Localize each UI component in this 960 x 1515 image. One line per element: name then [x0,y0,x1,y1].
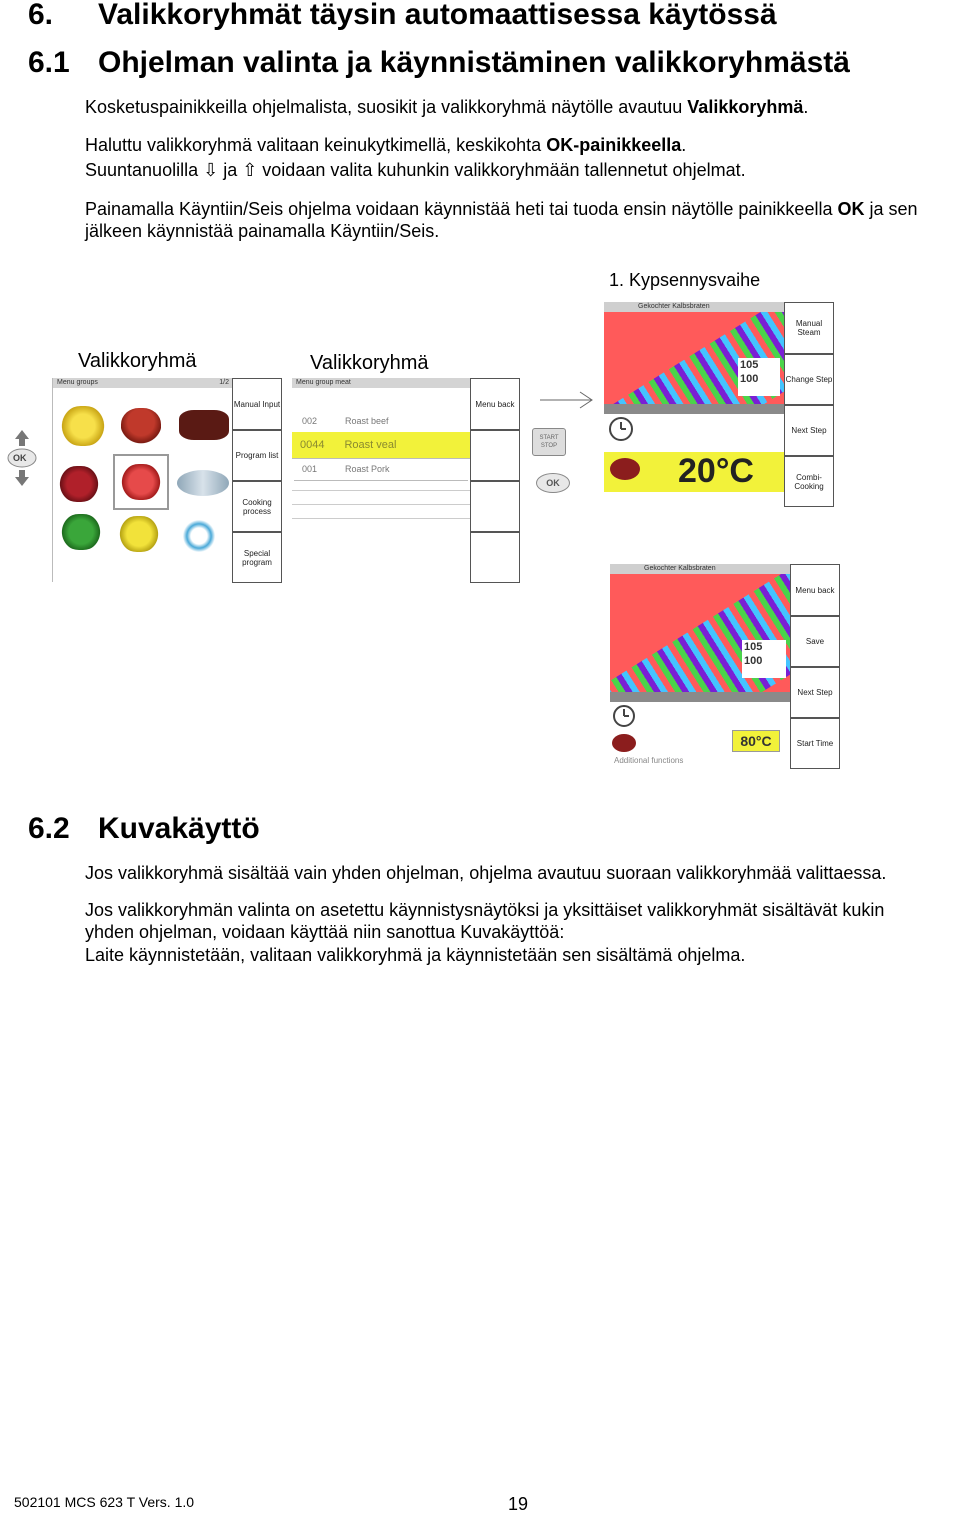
section-title: 6. Valikkoryhmät täysin automaattisessa käytössä [28,0,777,31]
paragraph-4: Painamalla Käyntiin/Seis ohjelma voidaan käynnistää heti tai tuoda ensin näytölle painikkeella OK ja sen jälkeen käynnistää painamalla Käyntiin/Seis. [85,199,918,241]
plate-icon[interactable] [179,518,219,554]
start-time-button[interactable]: Start Time [790,718,840,769]
menu-back-button[interactable]: Menu back [470,378,520,430]
screen4-titlebar: Gekochter Kalbsbraten [610,564,790,574]
screen3-titlebar: Gekochter Kalbsbraten [604,302,784,312]
pasta-icon[interactable] [61,406,105,446]
screen-cooking-step-1 [604,302,784,506]
manual-steam-button[interactable]: Manual Steam [784,302,834,354]
selected-group-frame[interactable] [113,454,169,510]
clock-icon [608,416,634,447]
arrow-right-icon [540,390,596,410]
subsection-title-6-1: 6.1 Ohjelman valinta ja käynnistäminen valikkoryhmästä [28,46,850,79]
empty-softkey[interactable] [470,481,520,532]
footer-doc-info: 502101 MCS 623 T Vers. 1.0 [14,1494,195,1510]
next-step-button[interactable]: Next Step [784,405,834,456]
values-readout: 105 100 [742,640,786,678]
program-row[interactable]: 001 Roast Pork [294,458,468,481]
empty-softkey[interactable] [470,532,520,583]
paragraph-6-2-2-line2: yhden ohjelman, voidaan käyttää niin sanottua Kuvakäyttöä: [85,922,565,942]
special-program-button[interactable]: Special program [232,532,282,583]
steak-icon [121,464,161,500]
screen2-titlebar: Menu group meat [292,378,470,388]
ok-label-rocker: OK [13,453,27,463]
clock-icon [612,704,636,733]
combi-cooking-button[interactable]: Combi-Cooking [784,456,834,507]
ok-button[interactable]: OK [536,473,570,493]
additional-functions-label: Additional functions [614,756,684,765]
page-number: 19 [508,1494,529,1514]
cake-icon[interactable] [121,408,161,444]
paragraph-6-2-2-line3: Laite käynnistetään, valitaan valikkoryhmä ja käynnistetään sen sisältämä ohjelma. [85,945,746,965]
change-step-button[interactable]: Change Step [784,354,834,405]
values-readout: 105 100 [738,358,780,396]
program-row-selected[interactable]: 0044 Roast veal [292,432,470,459]
save-button[interactable]: Save [790,616,840,667]
cooking-process-button[interactable]: Cooking process [232,481,282,532]
menu-back-button[interactable]: Menu back [790,564,840,616]
arrow-down-icon: ⇩ [203,160,219,180]
paragraph-2: Haluttu valikkoryhmä valitaan keinukytkimellä, keskikohta OK-painikkeella. [85,135,687,155]
arrow-up-icon: ⇧ [242,160,258,180]
paragraph-6-2-1: Jos valikkoryhmä sisältää vain yhden ohjelman, ohjelma avautuu suoraan valikkoryhmää valittaessa. [85,863,887,883]
poultry-icon[interactable] [59,466,99,502]
step-label: 1. Kypsennysvaihe [609,270,761,290]
paragraph-1: Kosketuspainikkeilla ohjelmalista, suosikit ja valikkoryhmä näytölle avautuu Valikkoryhmä. [85,97,809,117]
temperature-setpoint[interactable]: 80°C [732,730,780,752]
screen1-titlebar: Menu groups 1/2 [53,378,233,388]
meat-probe-icon [610,458,640,480]
menu-group-label-1: Valikkoryhmä [78,350,197,372]
empty-softkey[interactable] [470,430,520,481]
paragraph-6-2-2-line1: Jos valikkoryhmän valinta on asetettu käynnistysnäytöksi ja yksittäiset valikkoryhmät sisältävät kukin [85,900,885,920]
temperature-readout: 20°C [678,452,754,490]
subsection-title-6-2: 6.2 Kuvakäyttö [28,812,260,845]
manual-input-button[interactable]: Manual Input [232,378,282,430]
screen-menu-groups [52,378,233,582]
rocker-switch[interactable] [6,428,38,488]
potatoes-icon[interactable] [119,516,159,552]
meat-icon[interactable] [179,410,229,440]
fish-icon[interactable] [177,470,229,496]
start-stop-button[interactable]: START STOP [532,428,566,456]
vegetables-icon[interactable] [61,514,101,550]
screen-menu-group-meat [292,378,470,582]
program-row[interactable]: 002 Roast beef [294,410,468,433]
paragraph-3: Suuntanuolilla ⇩ ja ⇧ voidaan valita kuhunkin valikkoryhmään tallennetut ohjelmat. [85,160,746,180]
menu-group-label-2: Valikkoryhmä [310,352,429,374]
program-list-button[interactable]: Program list [232,430,282,481]
screen-cooking-step-edit [610,564,790,768]
meat-probe-icon [612,734,636,752]
next-step-button[interactable]: Next Step [790,667,840,718]
